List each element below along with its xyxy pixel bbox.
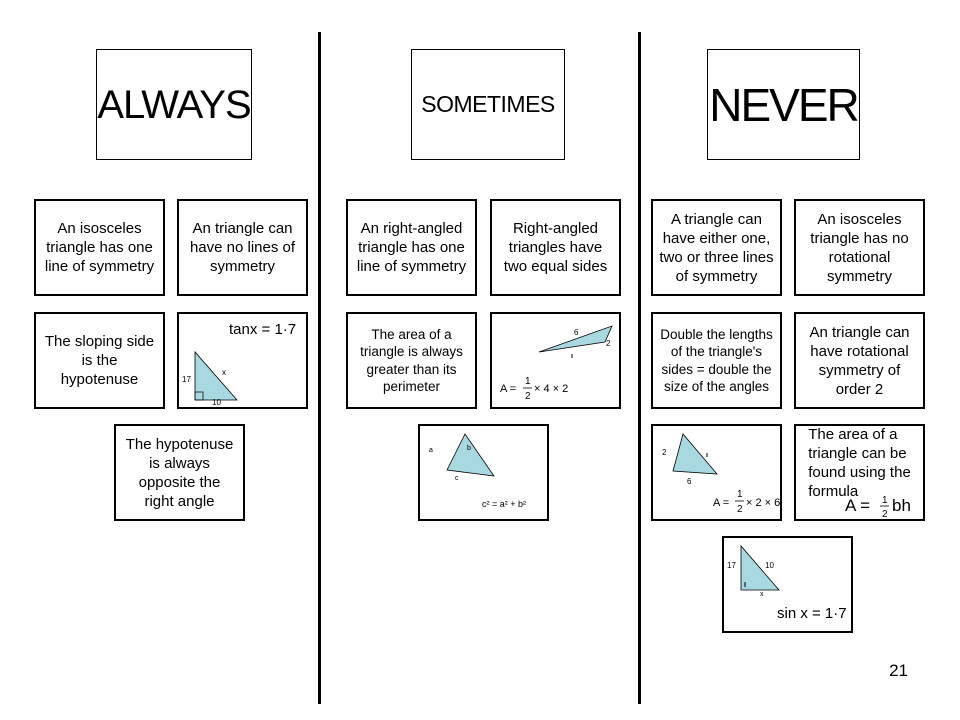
area-rest: × 4 × 2	[534, 383, 569, 395]
area-triangle-diagram	[492, 314, 619, 407]
area-never-triangle-diagram	[653, 426, 780, 519]
pythagoras-formula: c² = a² + b²	[482, 499, 527, 509]
triangle-shape	[195, 352, 237, 400]
card-text: An triangle can have rotational symmetry of order 2	[809, 323, 910, 398]
pythagoras-triangle-diagram	[420, 426, 547, 519]
card-always-hypotenuse-opposite[interactable]	[114, 424, 245, 521]
card-text: The sloping side is the hypotenuse	[44, 333, 155, 388]
label-c: c	[455, 475, 459, 482]
card-text: An isosceles triangle has one line of symmetry	[44, 220, 155, 275]
label-b: b	[467, 445, 471, 452]
card-sin-figure[interactable]	[722, 536, 853, 633]
label-x: x	[760, 591, 764, 598]
card-never-double-lengths[interactable]	[651, 312, 782, 409]
column-divider-left	[318, 32, 321, 704]
card-never-rotational[interactable]	[794, 199, 925, 296]
card-text: A triangle can have either one, two or three lines of symmetry	[659, 210, 774, 285]
page-number: 21	[889, 661, 908, 680]
fraction-numerator: 1	[882, 495, 888, 506]
card-text: Double the lengths of the triangle's sides = double the size of the angles	[660, 326, 773, 394]
label-10: 10	[765, 561, 774, 570]
label-x: x	[222, 368, 226, 377]
card-text: The area of a triangle can be found using the formula	[808, 425, 911, 500]
label-2: 2	[662, 448, 667, 457]
sin-triangle-diagram	[724, 538, 851, 631]
fraction-denominator: 2	[525, 391, 531, 402]
card-sometimes-right-angled-symmetry[interactable]	[346, 199, 477, 296]
triangle-shape	[673, 434, 717, 474]
column-divider-right	[638, 32, 641, 704]
fraction-numerator: 1	[525, 376, 531, 387]
formula-a-half-bh	[843, 493, 923, 519]
card-area-never-figure[interactable]	[651, 424, 782, 521]
fraction-numerator: 1	[737, 489, 743, 500]
header-never-label: NEVER	[709, 78, 858, 131]
label-6: 6	[687, 477, 692, 486]
tan-triangle-diagram	[179, 314, 306, 407]
card-text: An triangle can have no lines of symmetry	[189, 220, 296, 275]
header-always-label: ALWAYS	[97, 82, 251, 127]
card-never-either-lines[interactable]	[651, 199, 782, 296]
card-text: An isosceles triangle has no rotational symmetry	[810, 210, 909, 285]
triangle-shape	[447, 434, 494, 476]
card-always-no-lines[interactable]	[177, 199, 308, 296]
card-sometimes-two-equal-sides[interactable]	[490, 199, 621, 296]
fraction-denominator: 2	[737, 504, 743, 515]
header-never	[707, 49, 860, 160]
card-never-area-formula[interactable]	[794, 424, 925, 521]
area-a-label: A =	[713, 497, 730, 509]
card-area-sometimes-figure[interactable]	[490, 312, 621, 409]
label-17: 17	[182, 375, 191, 384]
header-sometimes	[411, 49, 565, 160]
tan-formula: tanx = 1·7	[229, 321, 297, 338]
card-text: The area of a triangle is always greater than its perimeter	[360, 326, 463, 394]
label-2: 2	[606, 339, 611, 348]
fraction-denominator: 2	[882, 509, 888, 519]
card-tan-figure[interactable]	[177, 312, 308, 409]
label-6: 6	[574, 328, 579, 337]
area-rest: × 2 × 6	[746, 497, 780, 509]
label-10: 10	[212, 398, 221, 407]
card-always-isosceles-symmetry[interactable]	[34, 199, 165, 296]
card-text: An right-angled triangle has one line of symmetry	[356, 220, 467, 275]
header-sometimes-label: SOMETIMES	[421, 91, 555, 117]
card-never-order-2[interactable]	[794, 312, 925, 409]
formula-rest: bh	[892, 496, 911, 515]
card-text: The hypotenuse is always opposite the right angle	[125, 435, 234, 510]
area-a-label: A =	[500, 383, 517, 395]
header-always	[96, 49, 252, 160]
card-text: Right-angled triangles have two equal sides	[503, 220, 608, 275]
formula-a-label: A =	[845, 496, 871, 515]
label-17: 17	[727, 561, 736, 570]
card-always-sloping-side[interactable]	[34, 312, 165, 409]
label-a: a	[429, 447, 433, 454]
card-pythagoras-figure[interactable]	[418, 424, 549, 521]
card-sometimes-area-perimeter[interactable]	[346, 312, 477, 409]
sin-formula: sin x = 1·7	[777, 605, 847, 622]
